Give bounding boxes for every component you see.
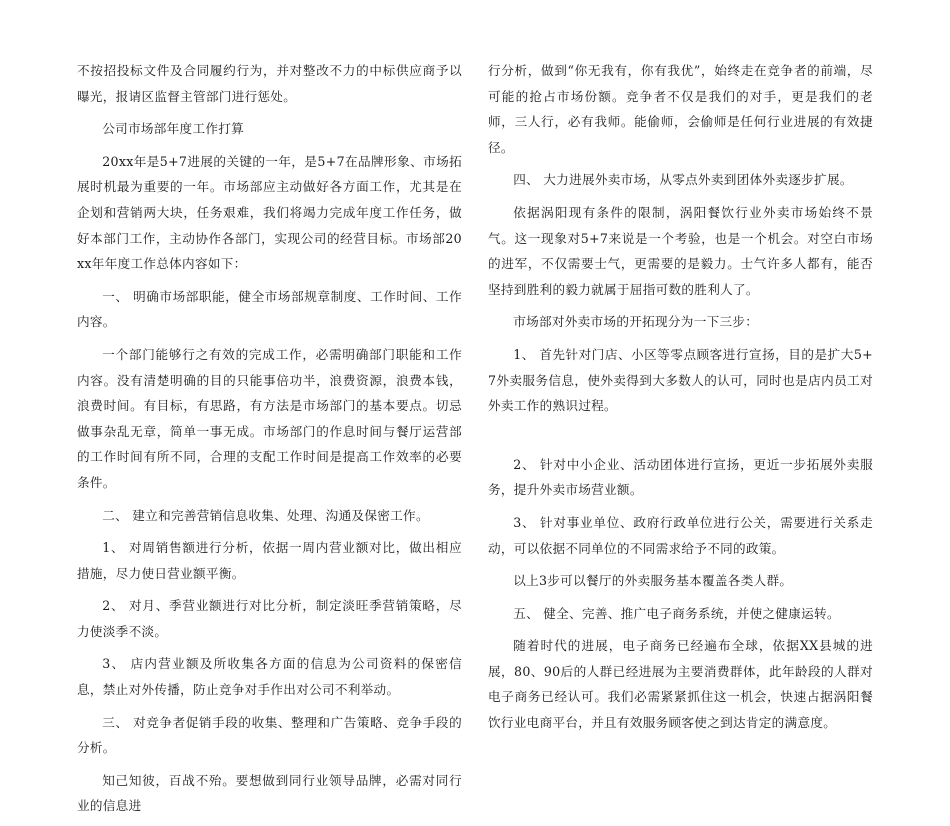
left-paragraph: 公司市场部年度工作打算 <box>102 121 245 137</box>
right-paragraph: 四、 大力进展外卖市场，从零点外卖到团体外卖逐步扩展。 <box>513 172 853 188</box>
right-paragraph: 3、 针对事业单位、政府行政单位进行公关，需要进行关系走动，可以依据不同单位的不同需求给予不同的政策。 <box>488 514 873 556</box>
right-paragraph: 随着时代的进展，电子商务已经遍布全球，依据XX县城的进展，80、90后的人群已经进展为主要消费群体，此年龄段的人群对电子商务已经认可。我们必需紧紧抓住这一机会，快速占据涡阳餐饮行业电商平台，并且有效服务顾客使之到达肯定的满意度。 <box>488 638 873 731</box>
left-column <box>77 58 462 826</box>
left-paragraph: 20xx年是5+7进展的关键的一年，是5+7在品牌形象、市场拓展时机最为重要的一年。市场部应主动做好各方面工作，尤其是在企划和营销两大块，任务艰难，我们将竭力完成年度工作任务，做好本部门工作，主动协作各部门，实现公司的经营目标。市场部20xx年年度工作总体内容如下： <box>77 153 462 272</box>
left-paragraph: 一个部门能够行之有效的完成工作，必需明确部门职能和工作内容。没有清楚明确的目的只能事倍功半，浪费资源，浪费本钱，浪费时间。有目标，有思路，有方法是市场部门的基本要点。切忌做事杂乱无章，简单一事无成。市场部门的作息时间与餐厅运营部的工作时间有所不同，合理的支配工作时间是提高工作效率的必要条件。 <box>77 346 462 490</box>
right-paragraph: 以上3步可以餐厅的外卖服务基本覆盖各类人群。 <box>513 573 793 589</box>
left-paragraph: 1、 对周销售额进行分析，依据一周内营业额对比，做出相应措施，尽力使日营业额平衡。 <box>77 540 462 581</box>
left-paragraph: 2、 对月、季营业额进行对比分析，制定淡旺季营销策略，尽力使淡季不淡。 <box>77 598 462 639</box>
right-column <box>488 58 873 743</box>
right-paragraph: 行分析，做到“你无我有，你有我优”，始终走在竞争者的前端，尽可能的抢占市场份额。竞争者不仅是我们的对手，更是我们的老师，三人行，必有我师。能偷师，会偷师是任何行业进展的有效捷径。 <box>488 63 873 155</box>
left-paragraph: 一、 明确市场部职能，健全市场部规章制度、工作时间、工作内容。 <box>77 288 462 330</box>
right-paragraph: 2、 针对中小企业、活动团体进行宣扬，更近一步拓展外卖服务，提升外卖市场营业额。 <box>488 456 873 498</box>
left-paragraph: 三、 对竞争者促销手段的收集、整理和广告策略、竞争手段的分析。 <box>77 714 462 756</box>
right-paragraph: 依据涡阳现有条件的限制，涡阳餐饮行业外卖市场始终不景气。这一现象对5+7来说是一个考验，也是一个机会。对空白市场的进军，不仅需要士气，更需要的是毅力。士气许多人都有，能否坚持到胜利的毅力就属于屈指可数的胜利人了。 <box>488 204 873 297</box>
right-paragraph: 五、 健全、完善、推广电子商务系统，并使之健康运转。 <box>513 605 840 621</box>
left-paragraph: 不按招投标文件及合同履约行为，并对整改不力的中标供应商予以曝光，报请区监督主管部门进行惩处。 <box>77 63 462 104</box>
left-paragraph: 3、 店内营业额及所收集各方面的信息为公司资料的保密信息，禁止对外传播，防止竞争对手作出对公司不利举动。 <box>77 656 462 698</box>
left-paragraph: 二、 建立和完善营销信息收集、处理、沟通及保密工作。 <box>102 507 429 523</box>
right-paragraph: 1、 首先针对门店、小区等零点顾客进行宣扬，目的是扩大5+7外卖服务信息，使外卖得到大多数人的认可，同时也是店内员工对外卖工作的熟识过程。 <box>488 346 873 414</box>
left-paragraph: 知己知彼，百战不殆。要想做到同行业领导品牌，必需对同行业的信息进 <box>77 772 462 814</box>
right-paragraph: 市场部对外卖市场的开拓现分为一下三步： <box>513 314 759 330</box>
